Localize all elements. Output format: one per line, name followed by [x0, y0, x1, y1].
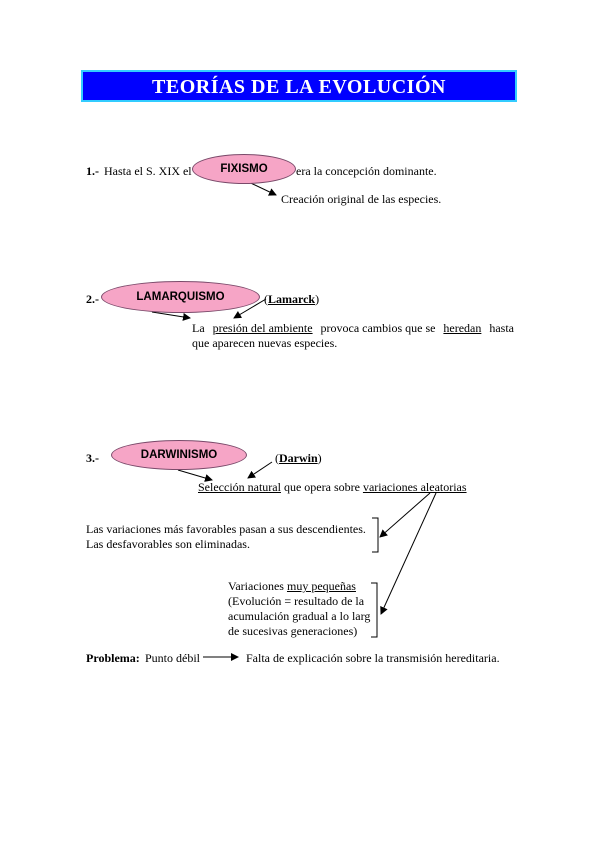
section-1-text-pre: Hasta el S. XIX el	[104, 164, 192, 178]
bracket-favorables	[372, 518, 378, 552]
fixismo-note: Creación original de las especies.	[281, 192, 442, 206]
seleccion-line	[198, 480, 467, 495]
darwin-author: (Darwin)	[275, 451, 322, 465]
pequenas-line3: acumulación gradual a lo larg	[228, 609, 371, 623]
text-provoca: provoca cambios que se	[320, 321, 436, 335]
darwinismo-oval: DARWINISMO	[111, 440, 247, 470]
section-1-number: 1.-	[86, 164, 99, 178]
presion-ambiente: presión del ambiente	[212, 321, 313, 335]
seleccion-natural: Selección natural	[198, 480, 281, 494]
page-title: TEORÍAS DE LA EVOLUCIÓN	[81, 70, 517, 102]
muy-pequenas: muy pequeñas	[286, 579, 356, 593]
section-2-number: 2.-	[86, 292, 99, 306]
text-la: La	[192, 321, 205, 335]
text-variaciones: Variaciones	[228, 579, 284, 593]
variaciones-aleatorias: variaciones aleatorias	[362, 480, 467, 494]
favorables-line1: Las variaciones más favorables pasan a sus descendientes.	[86, 522, 366, 536]
arrow-to-favorables	[380, 493, 430, 537]
lamarck-author: (Lamarck)	[264, 292, 320, 306]
punto-debil: Punto débil	[145, 651, 201, 665]
text-que-opera: que opera sobre	[283, 480, 360, 494]
heredan: heredan	[443, 321, 482, 335]
fixismo-oval: FIXISMO	[192, 154, 296, 184]
pequenas-line1	[228, 579, 356, 594]
section-1-text-post: era la concepción dominante.	[296, 164, 437, 178]
arrow-to-pequenas	[381, 493, 436, 614]
section-3-number: 3.-	[86, 451, 99, 465]
lamarck-paragraph-line2: que aparecen nuevas especies.	[192, 336, 338, 350]
favorables-line2: Las desfavorables son eliminadas.	[86, 537, 250, 551]
arrow-darwinismo	[178, 470, 212, 480]
text-hasta: hasta	[489, 321, 514, 335]
bracket-pequenas	[371, 583, 377, 637]
pequenas-line4: de sucesivas generaciones)	[228, 624, 358, 638]
lamarck-name: Lamarck	[268, 292, 316, 306]
arrow-darwin	[248, 462, 272, 478]
problema-label: Problema:	[86, 651, 140, 665]
problema-text: Falta de explicación sobre la transmisión hereditaria.	[246, 651, 500, 665]
pequenas-line2: (Evolución = resultado de la	[228, 594, 365, 608]
lamarck-paragraph-line1	[192, 321, 514, 336]
darwin-name: Darwin	[279, 451, 318, 465]
lamarquismo-oval: LAMARQUISMO	[101, 281, 260, 313]
